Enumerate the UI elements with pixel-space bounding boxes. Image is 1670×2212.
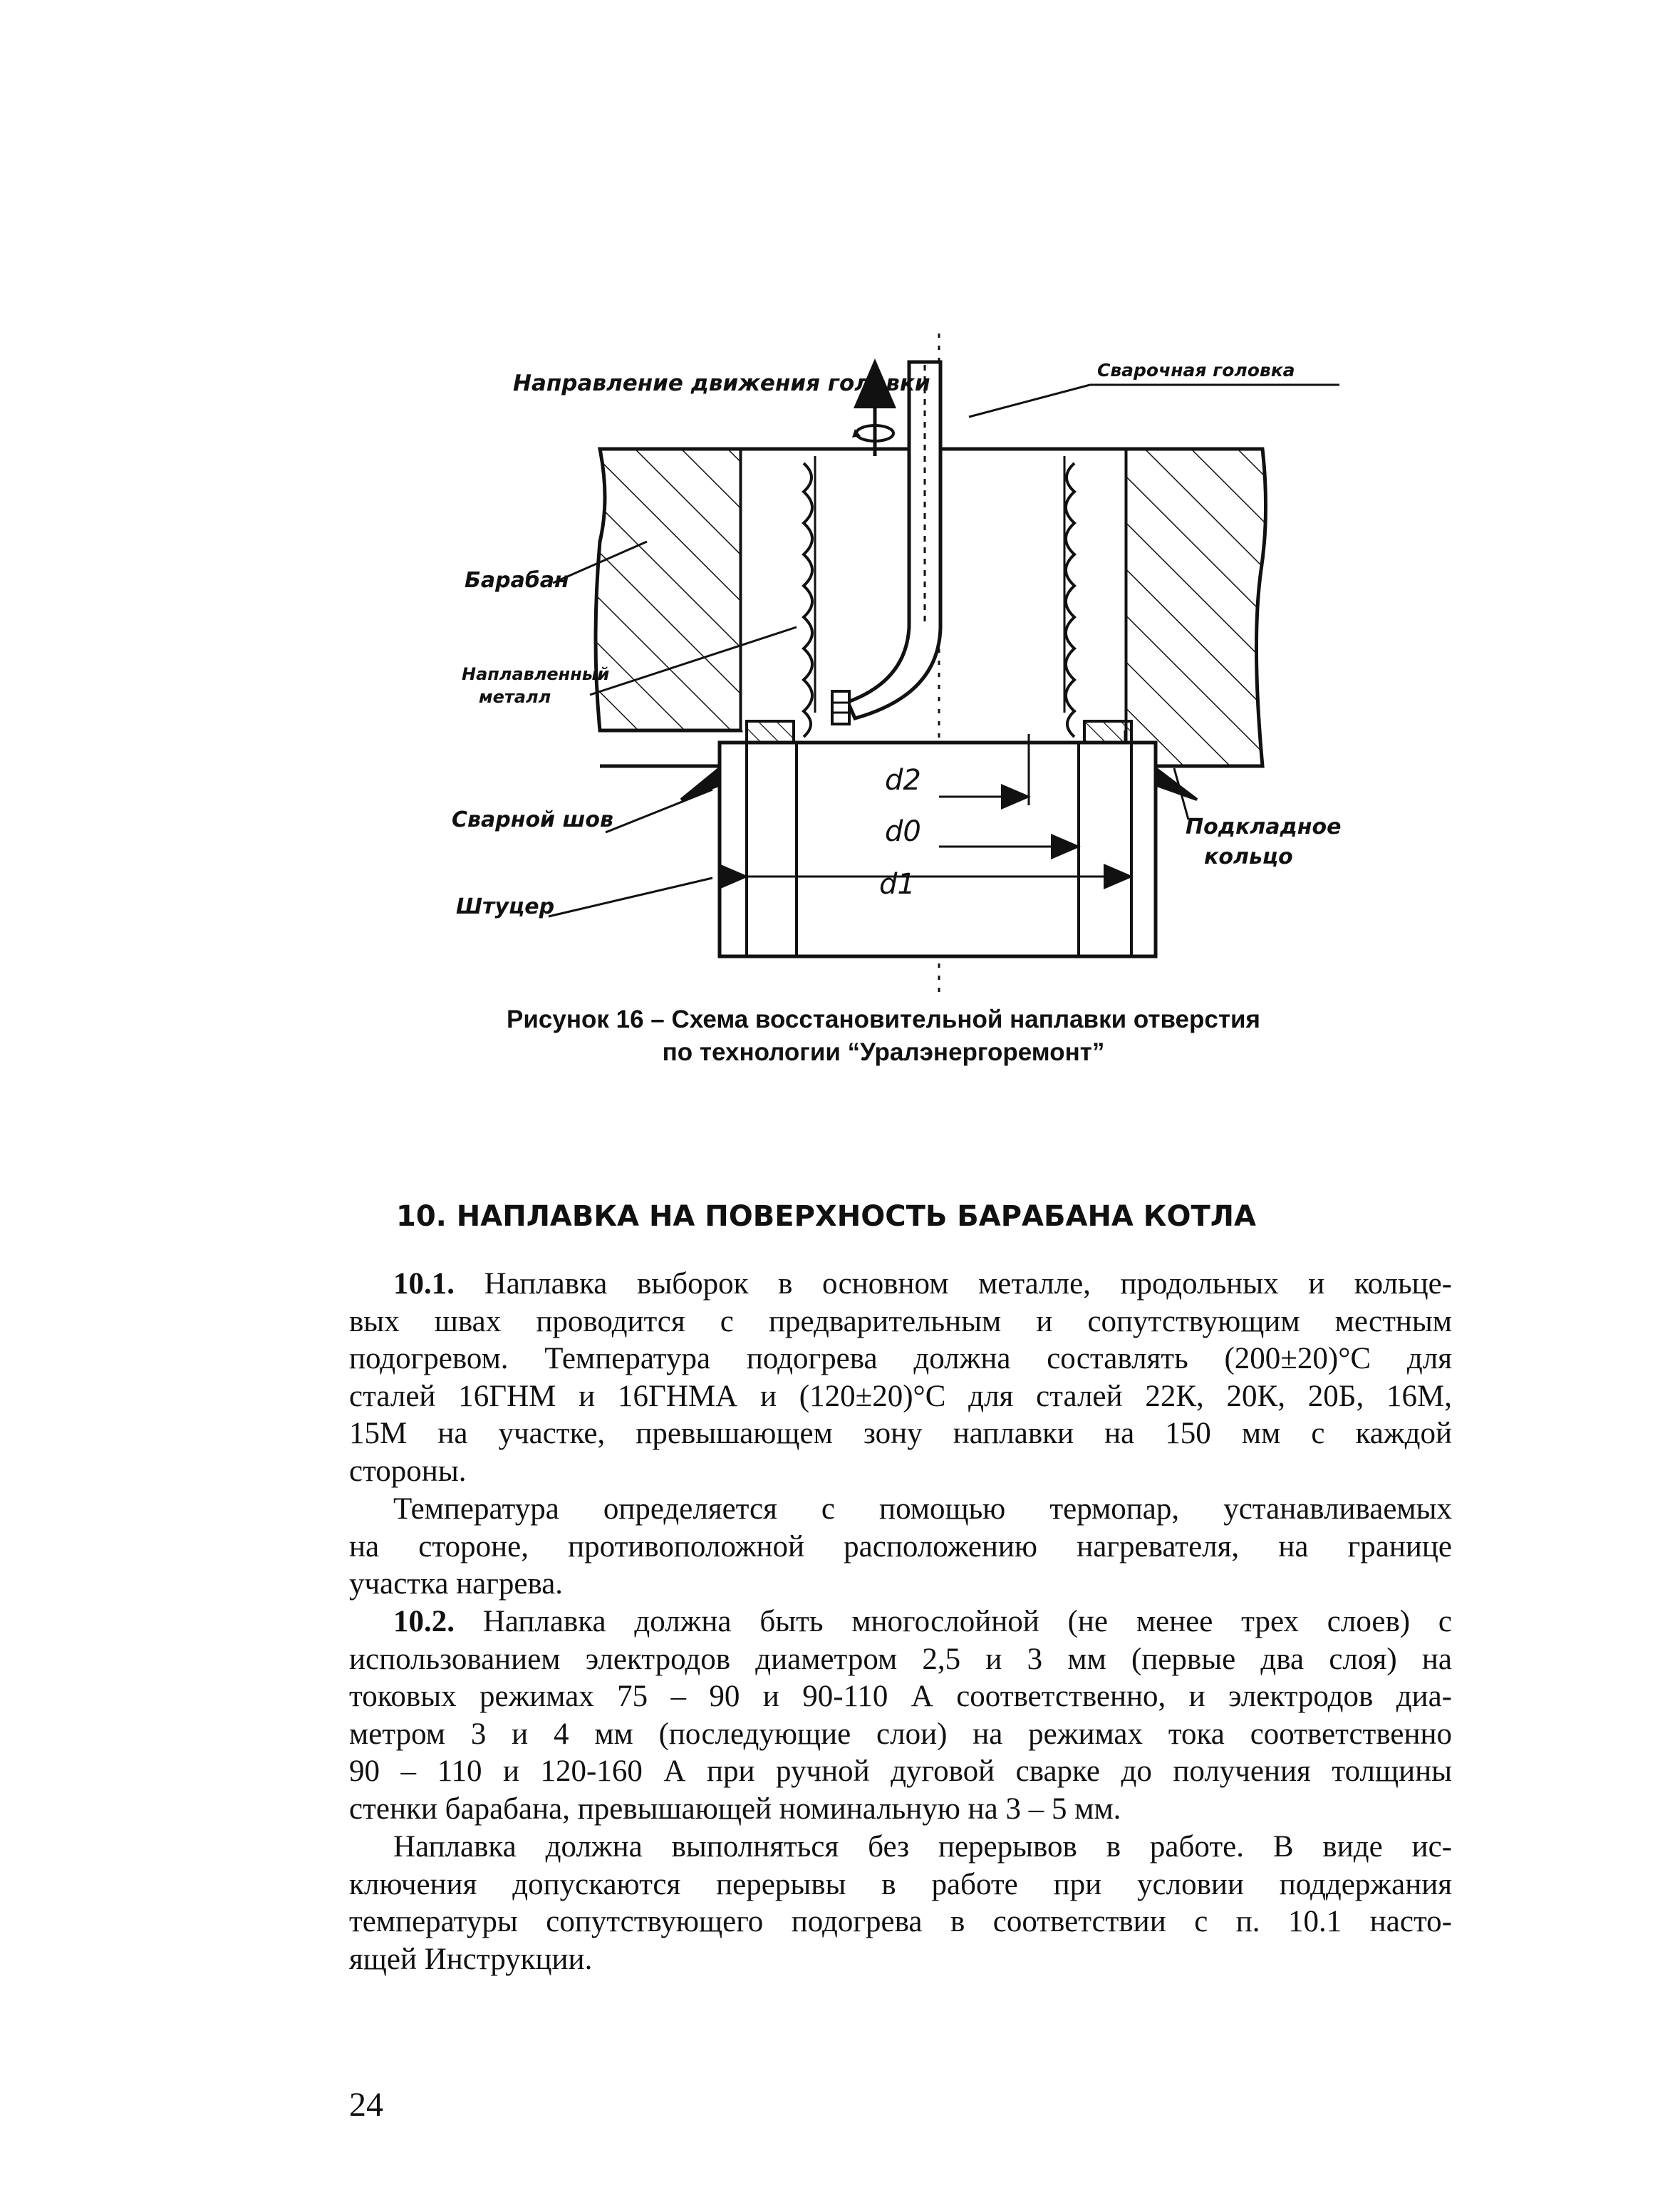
figure-caption-line2: по технологии “Уралэнергоремонт”: [662, 1038, 1105, 1066]
paragraph-10-1: 10.1. Наплавка выборок в основном металле, продольных и кольце- вых швах проводится с предварительным и сопутствующим местным подогревом. Температура подогрева должна составлять (200±20)°С для сталей 16ГНМ и 16ГНМА и (120±20)°С для сталей 22К, 20К, 20Б, 16М, 15М на участке, превышающем зону наплавки на 150 мм с каждой стороны.: [349, 1267, 1452, 1488]
drum-wall-left: [596, 449, 741, 730]
clause-number-10-1: 10.1.: [393, 1267, 455, 1301]
repair-welding-diagram: [0, 0, 1670, 1012]
figure-caption-line1: Рисунок 16 – Схема восстановительной наплавки отверстия: [507, 1006, 1260, 1033]
paragraph-10-2: 10.2. Наплавка должна быть многослойной (не менее трех слоев) с использованием электродов диаметром 2,5 и 3 мм (первые два слоя) на токовых режимах 75 – 90 и 90-110 А соответственно, и электродов диа- метром 3 и 4 мм (последующие слои) на режимах тока соответственно 90 – 110 и 120-160 А при ручной дуговой сварке до получения толщины стенки барабана, превышающей номинальную на 3 – 5 мм.: [349, 1605, 1452, 1826]
section-heading: 10. НАПЛАВКА НА ПОВЕРХНОСТЬ БАРАБАНА КОТЛА: [396, 1200, 1256, 1233]
clause-number-10-2: 10.2.: [393, 1605, 455, 1638]
figure-caption: [427, 1003, 1339, 1069]
label-deposited-metal-line2: металл: [479, 687, 551, 707]
label-nozzle: Штуцер: [456, 894, 555, 919]
label-weld-head: Сварочная головка: [1097, 360, 1295, 381]
label-drum: Барабан: [465, 568, 569, 593]
electrode-tip: [832, 691, 849, 724]
drum-wall-right: [1126, 449, 1266, 766]
label-deposited-metal-line1: Наплавленный: [462, 664, 610, 684]
label-weld-seam: Сварной шов: [452, 807, 613, 832]
label-d0: d0: [885, 815, 921, 848]
paragraph-temperature: Температура определяется с помощью термопар, устанавливаемых на стороне, противоположной расположению нагревателя, на границе участка нагрева.: [349, 1492, 1452, 1601]
paragraph-interruptions: Наплавка должна выполняться без перерывов в работе. В виде ис- ключения допускаются перерывы в работе при условии поддержания температуры сопутствующего подогрева в соответствии с п. 10.1 насто- ящей Инструкции.: [349, 1830, 1452, 1976]
label-direction: Направление движения головки: [513, 371, 930, 396]
nozzle: [720, 743, 1156, 956]
label-backing-ring-line1: Подкладное: [1186, 815, 1342, 839]
page-number: 24: [349, 2086, 383, 2124]
label-d2: d2: [885, 764, 921, 797]
label-d1: d1: [879, 868, 916, 901]
label-backing-ring-line2: кольцо: [1204, 844, 1293, 869]
